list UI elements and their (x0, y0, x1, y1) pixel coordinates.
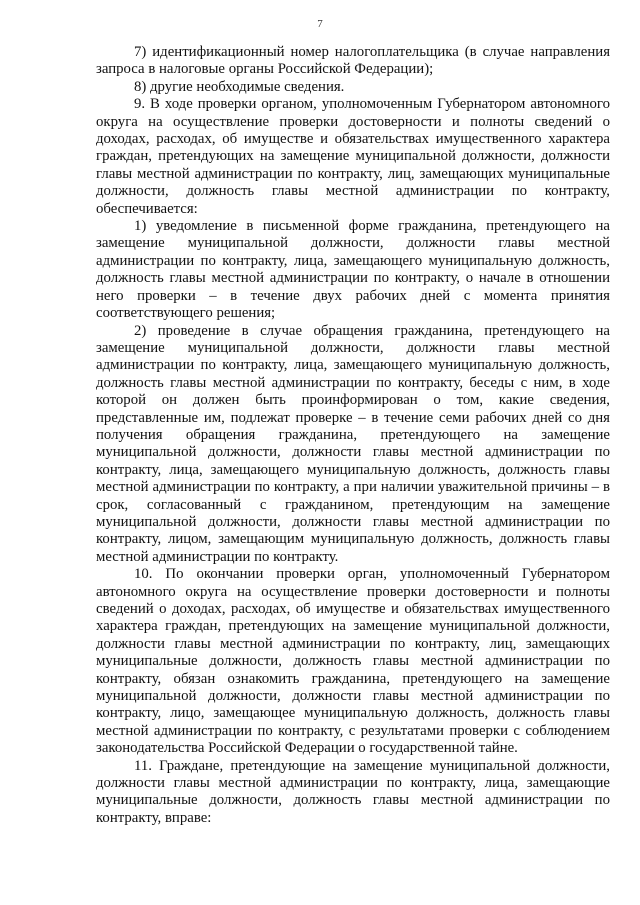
paragraph-clause-10: 10. По окончании проверки орган, уполномоченный Губернатором автономного округа на осуществление проверки достоверности и полноты сведений о доходах, расходах, об имуществе и обязательствах имущественного характера граждан, претендующих на замещение муниципальной должности, должности главы местной администрации по контракту, лиц, замещающих муниципальные должности, должность главы местной администрации по контракту, обязан ознакомить гражданина, претендующего на замещение муниципальной должности, должности главы местной администрации по контракту, лицо, замещающее муниципальную должность, должность главы местной администрации по контракту, с результатами проверки с соблюдением законодательства Российской Федерации о государственной тайне. (96, 566, 610, 757)
paragraph-item-7: 7) идентификационный номер налогоплательщика (в случае направления запроса в налоговые органы Российской Федерации); (96, 44, 610, 78)
page-number: 7 (317, 18, 323, 30)
paragraph-subitem-2: 2) проведение в случае обращения гражданина, претендующего на замещение муниципальной должности, должности главы местной администрации по контракту, лица, замещающего муниципальную должность, должность главы местной администрации по контракту, беседы с ним, в ходе которой он должен быть проинформирован о том, какие сведения, представленные им, подлежат проверке – в течение семи рабочих дней со дня получения обращения гражданина, претендующего на замещение муниципальной должности, должности главы местной администрации по контракту, лица, замещающего муниципальную должность, должность главы местной администрации по контракту, а при наличии уважительной причины – в срок, согласованный с гражданином, претендующим на замещение муниципальной должности, должности главы местной администрации по контракту, лицом, замещающим муниципальную должность, должность главы местной администрации по контракту. (96, 322, 610, 565)
paragraph-subitem-1: 1) уведомление в письменной форме гражданина, претендующего на замещение муниципальной должности, должности главы местной администрации по контракту, лица, замещающего муниципальную должность, должность главы местной администрации по контракту, о начале в отношении него проверки – в течение двух рабочих дней с момента принятия соответствующего решения; (96, 218, 610, 322)
document-body (96, 44, 610, 827)
paragraph-item-8: 8) другие необходимые сведения. (134, 78, 345, 95)
paragraph-clause-11: 11. Граждане, претендующие на замещение муниципальной должности, должности главы местной администрации по контракту, лица, замещающие муниципальные должности, должность главы местной администрации по контракту, вправе: (96, 757, 610, 826)
paragraph-clause-9: 9. В ходе проверки органом, уполномоченным Губернатором автономного округа на осуществление проверки достоверности и полноты сведений о доходах, расходах, об имуществе и обязательствах имущественного характера граждан, претендующих на замещение муниципальной должности, должности главы местной администрации по контракту, лиц, замещающих муниципальные должности, должность главы местной администрации по контракту, обеспечивается: (96, 96, 610, 217)
